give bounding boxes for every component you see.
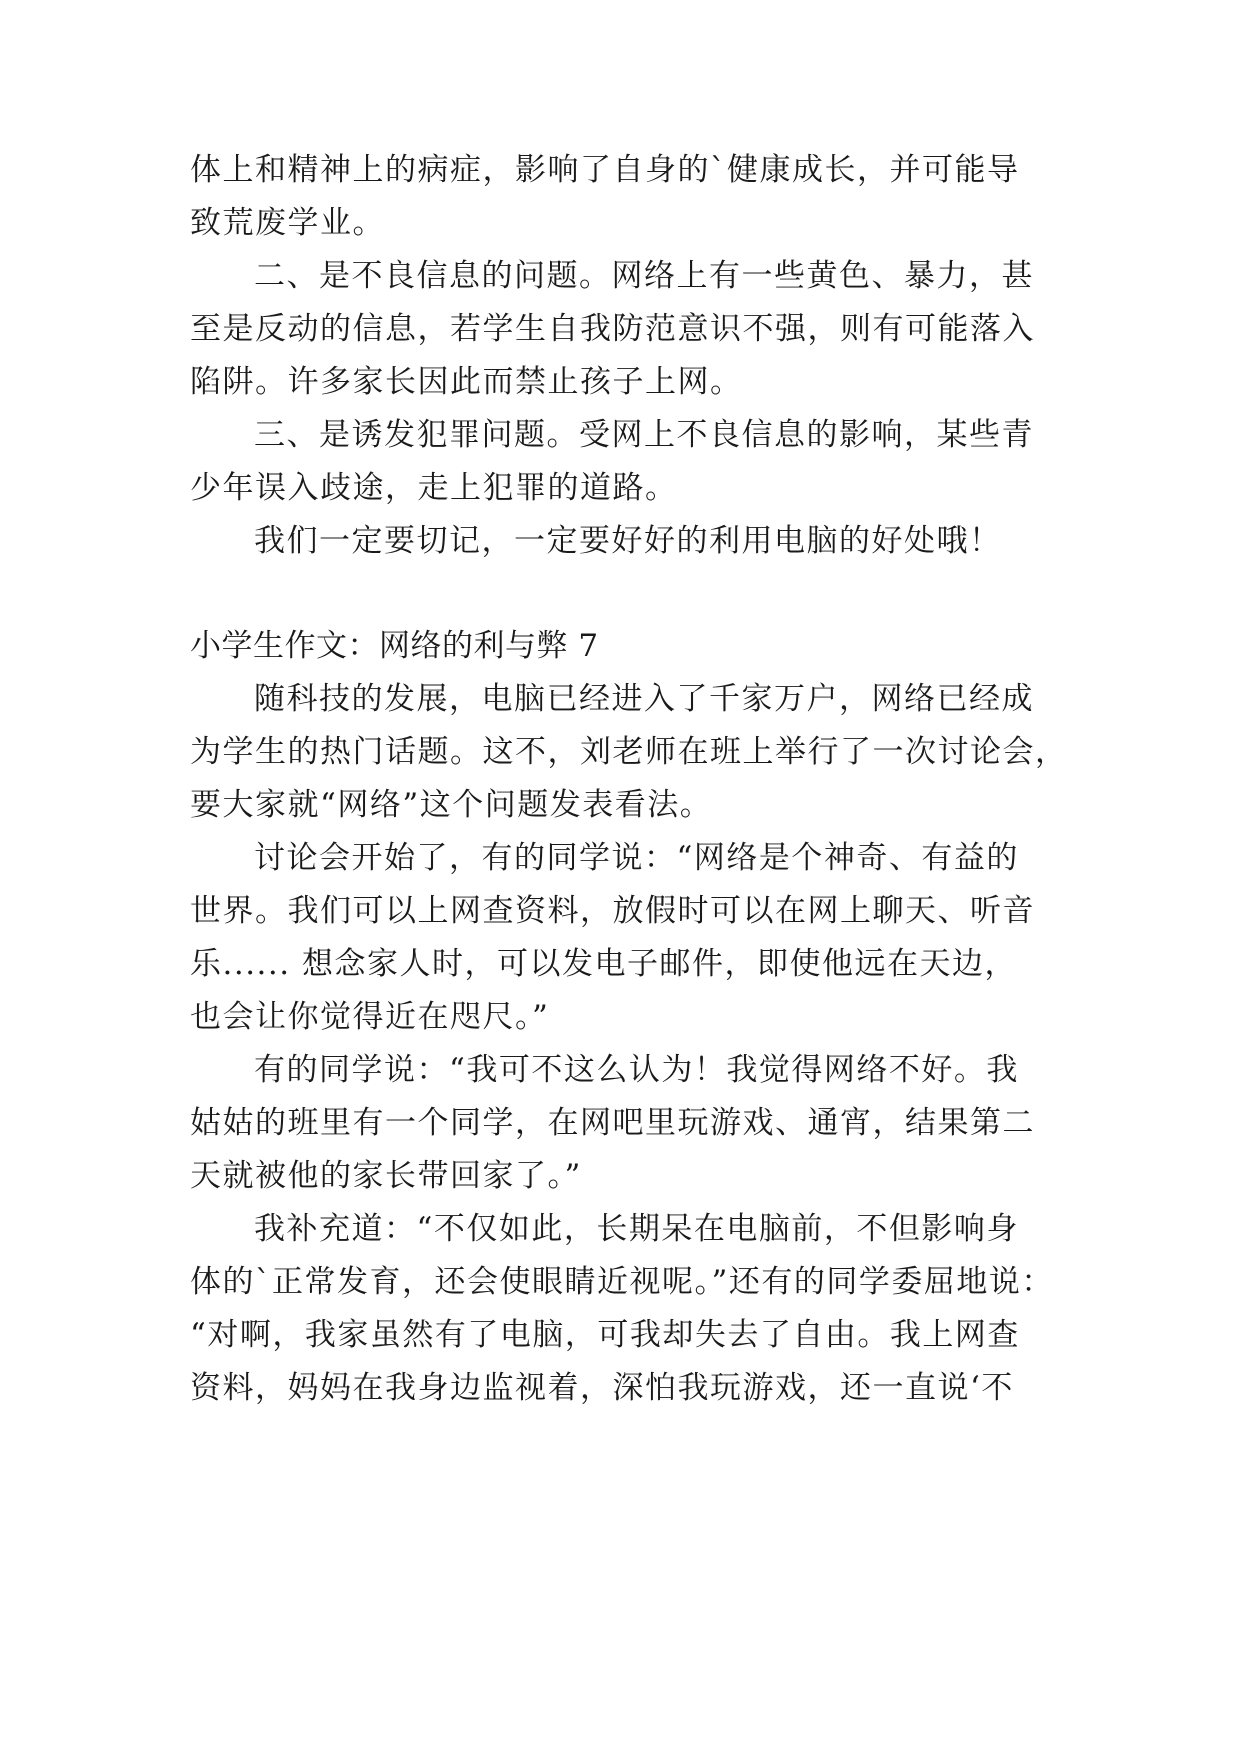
text-line: 为学生的热门话题。这不，刘老师在班上举行了一次讨论会， <box>190 734 1068 770</box>
paragraph-start-line: 三、是诱发犯罪问题。受网上不良信息的影响，某些青 <box>254 417 1034 453</box>
text-line: 体上和精神上的病症，影响了自身的`健康成长，并可能导 <box>190 152 1020 188</box>
paragraph-start-line: 二、是不良信息的问题。网络上有一些黄色、暴力，甚 <box>254 258 1034 294</box>
text-line: 世界。我们可以上网查资料，放假时可以在网上聊天、听音 <box>190 893 1035 929</box>
text-line: 致荒废学业。 <box>190 205 385 241</box>
text-line: 天就被他的家长带回家了。” <box>190 1158 582 1194</box>
text-line: 要大家就“网络”这个问题发表看法。 <box>190 787 713 823</box>
text-line: 姑姑的班里有一个同学，在网吧里玩游戏、通宵，结果第二 <box>190 1105 1035 1141</box>
text-line: 乐...... 想念家人时，可以发电子邮件，即使他远在天边， <box>190 946 1017 982</box>
paragraph-start-line: 我们一定要切记，一定要好好的利用电脑的好处哦！ <box>254 523 1002 559</box>
text-line: 陷阱。许多家长因此而禁止孩子上网。 <box>190 364 743 400</box>
paragraph-start-line: 有的同学说：“我可不这么认为！我觉得网络不好。我 <box>254 1052 1019 1088</box>
text-line: 少年误入歧途，走上犯罪的道路。 <box>190 470 678 506</box>
text-line: 体的`正常发育，还会使眼睛近视呢。”还有的同学委屈地说： <box>190 1264 1054 1300</box>
text-line: 至是反动的信息，若学生自我防范意识不强，则有可能落入 <box>190 311 1035 347</box>
text-line: 也会让你觉得近在咫尺。” <box>190 999 550 1035</box>
paragraph-start-line: 讨论会开始了，有的同学说：“网络是个神奇、有益的 <box>254 840 1019 876</box>
section-heading: 小学生作文：网络的利与弊 7 <box>190 628 599 664</box>
paragraph-start-line: 我补充道：“不仅如此，长期呆在电脑前，不但影响身 <box>254 1211 1019 1247</box>
text-line: 资料，妈妈在我身边监视着，深怕我玩游戏，还一直说‘不 <box>190 1370 1014 1406</box>
text-line: “对啊，我家虽然有了电脑，可我却失去了自由。我上网查 <box>190 1317 1020 1353</box>
paragraph-start-line: 随科技的发展，电脑已经进入了千家万户，网络已经成 <box>254 681 1034 717</box>
